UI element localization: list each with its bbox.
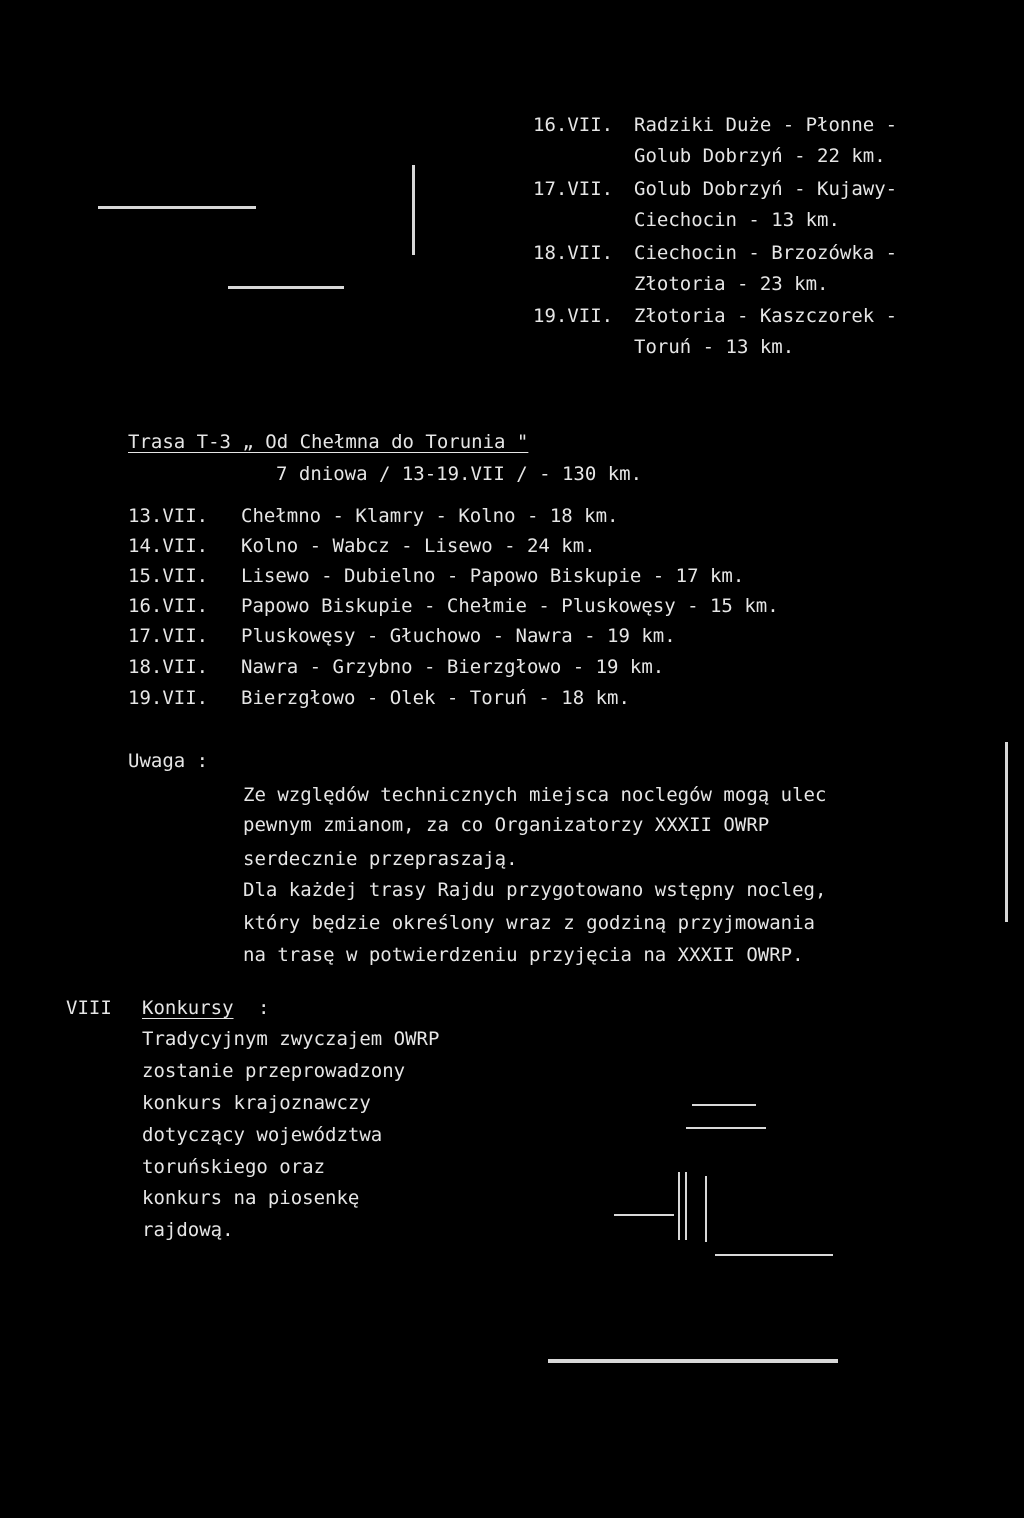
stage-date: 14.VII. [128, 535, 209, 557]
note-line: który będzie określony wraz z godziną przyjmowania [243, 912, 815, 934]
route-title: Trasa T-3 „ Od Chełmna do Torunia " [128, 431, 529, 453]
contests-line: rajdową. [142, 1219, 234, 1241]
contests-number: VIII [66, 997, 112, 1019]
scan-mark [1005, 742, 1008, 922]
stage-date: 13.VII. [128, 505, 209, 527]
scan-mark [228, 286, 344, 289]
note-line: serdecznie przepraszają. [243, 848, 518, 870]
contests-heading: Konkursy [142, 997, 234, 1019]
note-line: na trasę w potwierdzeniu przyjęcia na XXXII OWRP. [243, 944, 804, 966]
contests-line: zostanie przeprowadzony [142, 1060, 406, 1082]
route-subtitle: 7 dniowa / 13-19.VII / - 130 km. [276, 463, 643, 485]
contests-line: Tradycyjnym zwyczajem OWRP [142, 1028, 440, 1050]
itinerary-line: Toruń - 13 km. [634, 336, 795, 358]
scan-mark [98, 206, 256, 209]
itinerary-line: Ciechocin - Brzozówka - [634, 242, 898, 264]
scan-mark [705, 1176, 707, 1242]
note-label: Uwaga : [128, 750, 209, 772]
itinerary-line: Złotoria - Kaszczorek - [634, 305, 898, 327]
itinerary-line: Golub Dobrzyń - Kujawy- [634, 178, 898, 200]
stage-date: 17.VII. [128, 625, 209, 647]
itinerary-line: Złotoria - 23 km. [634, 273, 829, 295]
stage-text: Kolno - Wabcz - Lisewo - 24 km. [241, 535, 596, 557]
note-line: pewnym zmianom, za co Organizatorzy XXXII OWRP [243, 814, 770, 836]
contests-line: konkurs krajoznawczy [142, 1092, 371, 1114]
contests-colon: : [258, 997, 270, 1019]
scan-mark [614, 1214, 674, 1216]
itinerary-line: Golub Dobrzyń - 22 km. [634, 145, 886, 167]
note-line: Ze względów technicznych miejsca noclegów mogą ulec [243, 784, 827, 806]
stage-text: Nawra - Grzybno - Bierzgłowo - 19 km. [241, 656, 665, 678]
contests-line: konkurs na piosenkę [142, 1187, 360, 1209]
itinerary-date: 16.VII. [533, 114, 614, 136]
itinerary-line: Radziki Duże - Płonne - [634, 114, 898, 136]
stage-text: Papowo Biskupie - Chełmie - Pluskowęsy - 15 km. [241, 595, 779, 617]
scan-mark [685, 1172, 687, 1240]
stage-date: 18.VII. [128, 656, 209, 678]
scan-mark [692, 1104, 756, 1106]
stage-text: Pluskowęsy - Głuchowo - Nawra - 19 km. [241, 625, 676, 647]
scan-mark [686, 1127, 766, 1129]
stage-date: 19.VII. [128, 687, 209, 709]
note-line: Dla każdej trasy Rajdu przygotowano wstępny nocleg, [243, 879, 827, 901]
stage-text: Lisewo - Dubielno - Papowo Biskupie - 17 km. [241, 565, 745, 587]
itinerary-date: 17.VII. [533, 178, 614, 200]
scan-mark [548, 1359, 838, 1363]
contests-line: dotyczący województwa [142, 1124, 383, 1146]
stage-date: 15.VII. [128, 565, 209, 587]
stage-date: 16.VII. [128, 595, 209, 617]
scan-mark [412, 165, 415, 255]
scan-mark [715, 1254, 833, 1256]
itinerary-date: 19.VII. [533, 305, 614, 327]
stage-text: Chełmno - Klamry - Kolno - 18 km. [241, 505, 619, 527]
itinerary-date: 18.VII. [533, 242, 614, 264]
scan-mark [678, 1172, 680, 1240]
stage-text: Bierzgłowo - Olek - Toruń - 18 km. [241, 687, 630, 709]
itinerary-line: Ciechocin - 13 km. [634, 209, 840, 231]
contests-line: toruńskiego oraz [142, 1156, 326, 1178]
